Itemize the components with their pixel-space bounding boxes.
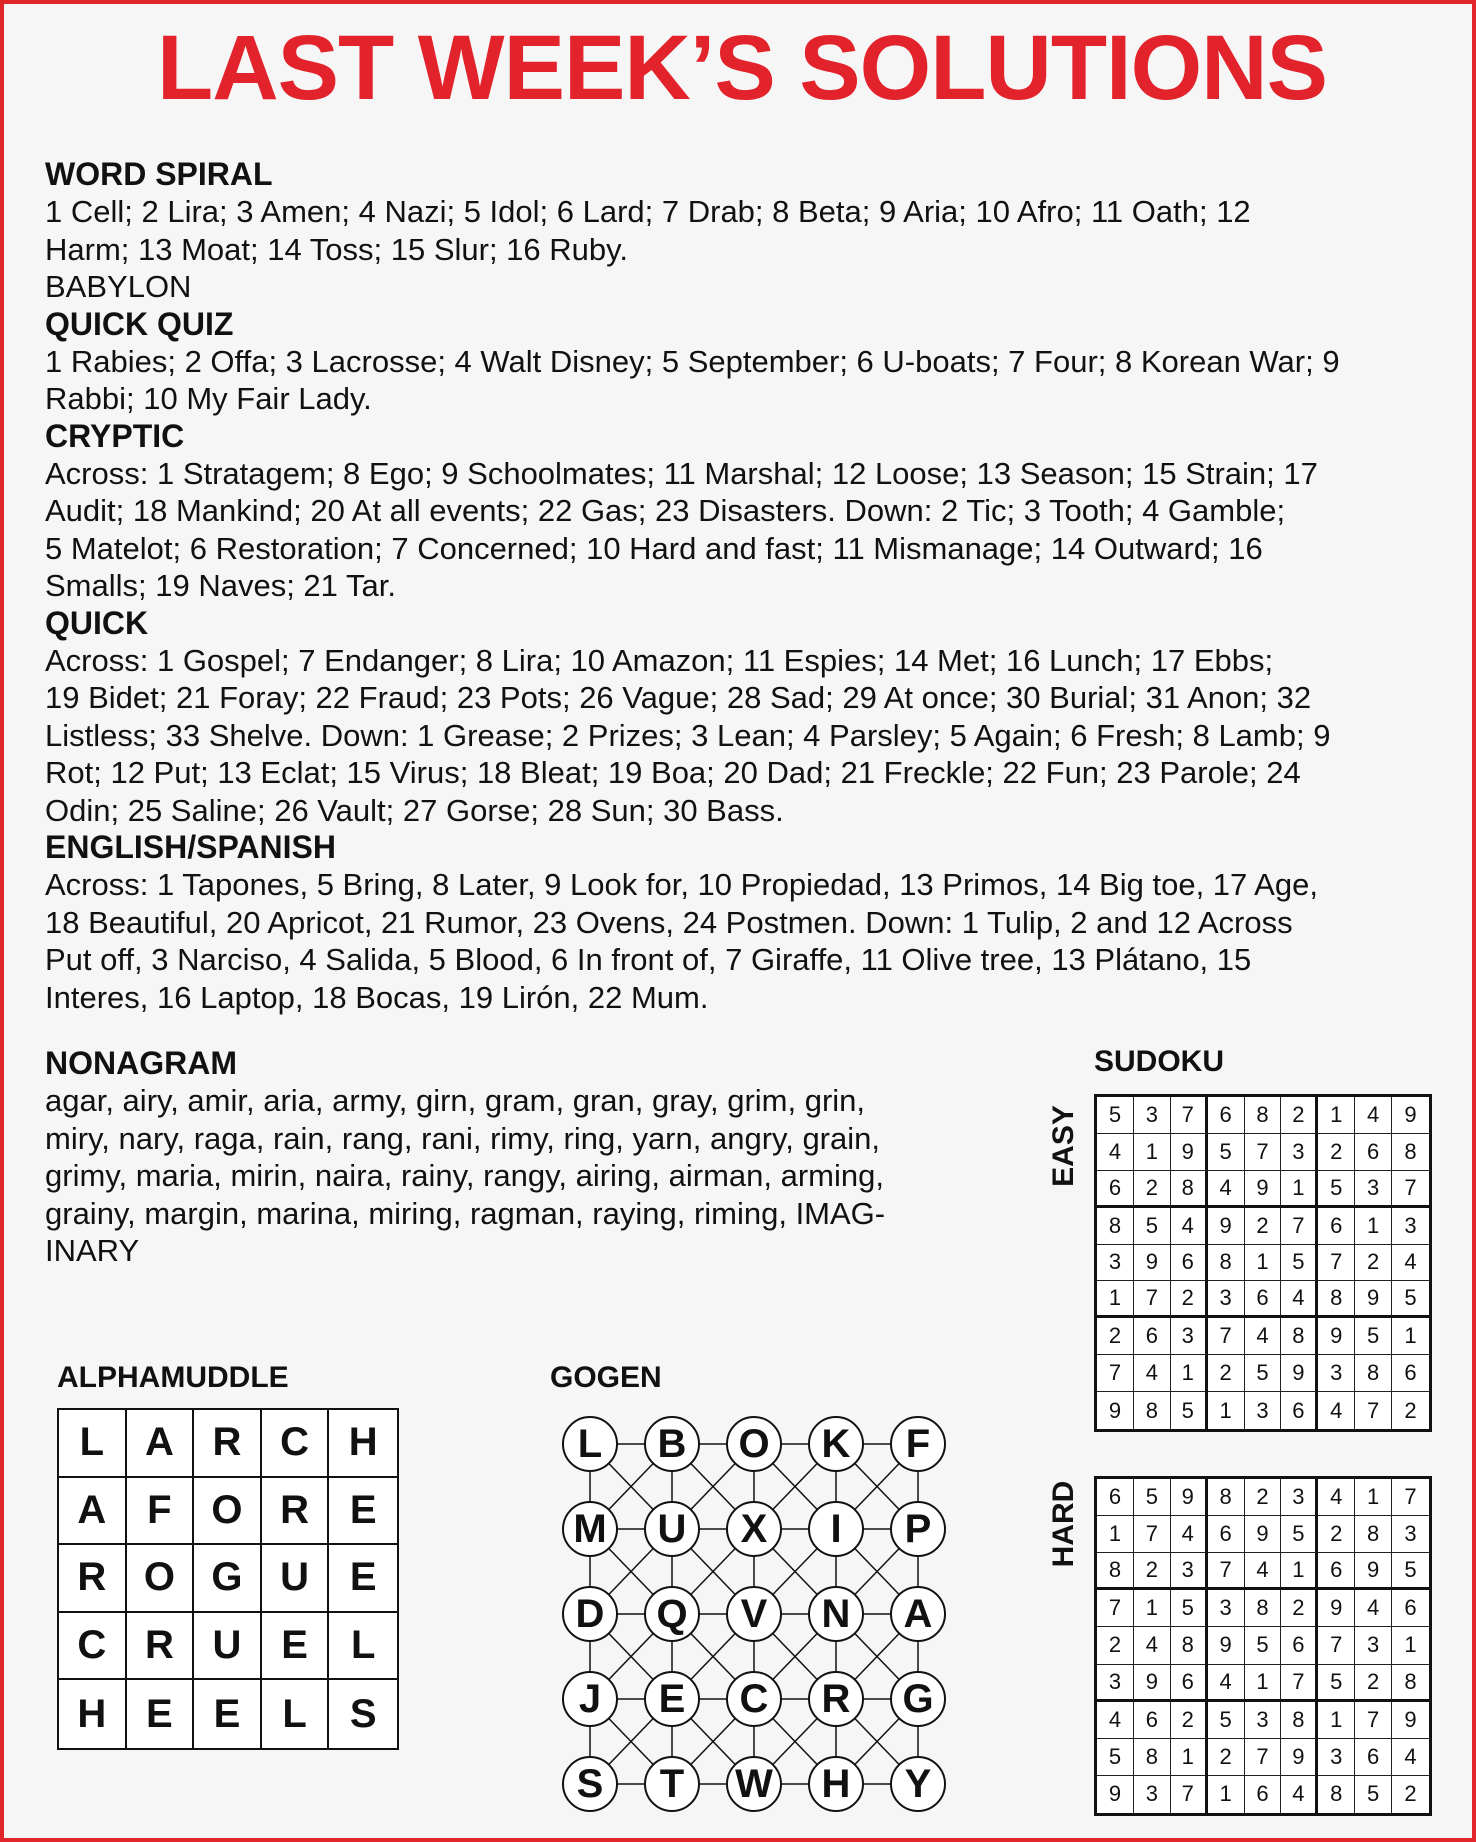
sudoku-cell: 4 xyxy=(1134,1355,1171,1392)
sudoku-cell: 3 xyxy=(1171,1553,1208,1590)
sudoku-cell: 8 xyxy=(1281,1702,1318,1739)
alphamuddle-cell: H xyxy=(59,1680,127,1748)
alphamuddle-cell: F xyxy=(127,1478,195,1546)
gogen-node: G xyxy=(890,1671,946,1727)
sudoku-cell: 6 xyxy=(1281,1392,1318,1429)
gogen-node: R xyxy=(808,1671,864,1727)
gogen-node: S xyxy=(562,1756,618,1812)
sudoku-cell: 6 xyxy=(1318,1208,1355,1245)
sudoku-cell: 5 xyxy=(1208,1702,1245,1739)
sudoku-cell: 7 xyxy=(1355,1392,1392,1429)
section-body: Across: 1 Tapones, 5 Bring, 8 Later, 9 Look for, 10 Propiedad, 13 Primos, 14 Big toe, 17 Age, 18 Beautiful, 20 Apricot, 21 Rumor, 23 Ovens, 24 Postmen. Down: 1 Tulip, 2 and 12 Across Put off, 3 Narciso, 4 Salida, 5 Blood, 6 In front of, 7 Giraffe, 11 Olive tree, 13 Plátano, 15 Interes, 16 Laptop, 18 Bocas, 19 Lirón, 22 Mum. xyxy=(45,867,1318,1015)
sudoku-cell: 6 xyxy=(1097,1171,1134,1208)
sudoku-cell: 8 xyxy=(1171,1627,1208,1664)
sudoku-cell: 1 xyxy=(1281,1171,1318,1208)
sudoku-cell: 5 xyxy=(1171,1590,1208,1627)
sudoku-cell: 4 xyxy=(1134,1627,1171,1664)
sudoku-cell: 3 xyxy=(1392,1208,1429,1245)
sudoku-cell: 1 xyxy=(1171,1355,1208,1392)
sudoku-cell: 1 xyxy=(1392,1318,1429,1355)
sudoku-cell: 1 xyxy=(1318,1702,1355,1739)
gogen-node: I xyxy=(808,1501,864,1557)
page-title: LAST WEEK’S SOLUTIONS xyxy=(157,17,1327,119)
gogen-node: D xyxy=(562,1586,618,1642)
alphamuddle-cell: R xyxy=(59,1545,127,1613)
sudoku-cell: 9 xyxy=(1208,1627,1245,1664)
sudoku-cell: 9 xyxy=(1281,1355,1318,1392)
gogen-node: A xyxy=(890,1586,946,1642)
sudoku-cell: 3 xyxy=(1208,1590,1245,1627)
section-quick-quiz xyxy=(45,306,1445,418)
sudoku-cell: 7 xyxy=(1134,1281,1171,1318)
sudoku-easy-label: EASY xyxy=(1047,1105,1080,1187)
sudoku-cell: 2 xyxy=(1134,1553,1171,1590)
alphamuddle-cell: O xyxy=(127,1545,195,1613)
sudoku-cell: 3 xyxy=(1281,1134,1318,1171)
sudoku-cell: 5 xyxy=(1355,1776,1392,1813)
sudoku-cell: 6 xyxy=(1281,1627,1318,1664)
sudoku-cell: 7 xyxy=(1208,1318,1245,1355)
sudoku-cell: 6 xyxy=(1392,1590,1429,1627)
sudoku-cell: 6 xyxy=(1171,1245,1208,1282)
sudoku-cell: 3 xyxy=(1208,1281,1245,1318)
sudoku-cell: 2 xyxy=(1171,1702,1208,1739)
sudoku-cell: 8 xyxy=(1208,1479,1245,1516)
sudoku-cell: 6 xyxy=(1245,1281,1282,1318)
sudoku-cell: 9 xyxy=(1281,1739,1318,1776)
sudoku-cell: 5 xyxy=(1134,1479,1171,1516)
gogen-node: O xyxy=(726,1416,782,1472)
sudoku-cell: 5 xyxy=(1097,1739,1134,1776)
sudoku-cell: 9 xyxy=(1355,1281,1392,1318)
gogen-node: Q xyxy=(644,1586,700,1642)
sudoku-cell: 7 xyxy=(1171,1776,1208,1813)
sudoku-cell: 9 xyxy=(1392,1097,1429,1134)
alphamuddle-cell: R xyxy=(194,1410,262,1478)
sudoku-cell: 1 xyxy=(1171,1739,1208,1776)
alphamuddle-cell: L xyxy=(59,1410,127,1478)
section-body: Across: 1 Stratagem; 8 Ego; 9 Schoolmates; 11 Marshal; 12 Loose; 13 Season; 15 Strain; 17 Audit; 18 Mankind; 20 At all events; 22 Gas; 23 Disasters. Down: 2 Tic; 3 Tooth; 4 Gamble; 5 Matelot; 6 Restoration; 7 Concerned; 10 Hard and fast; 11 Mismanage; 14 Outward; 16 Smalls; 19 Naves; 21 Tar. xyxy=(45,455,1318,603)
sudoku-cell: 4 xyxy=(1097,1134,1134,1171)
alphamuddle-cell: E xyxy=(127,1680,195,1748)
sudoku-cell: 6 xyxy=(1355,1134,1392,1171)
alphamuddle-cell: G xyxy=(194,1545,262,1613)
gogen-node: C xyxy=(726,1671,782,1727)
gogen-node: W xyxy=(726,1756,782,1812)
alphamuddle-cell: E xyxy=(262,1613,330,1681)
sudoku-cell: 1 xyxy=(1134,1590,1171,1627)
sudoku-cell: 1 xyxy=(1355,1208,1392,1245)
alphamuddle-cell: E xyxy=(194,1680,262,1748)
sudoku-cell: 2 xyxy=(1281,1097,1318,1134)
sudoku-cell: 8 xyxy=(1318,1776,1355,1813)
sudoku-cell: 1 xyxy=(1355,1479,1392,1516)
sudoku-cell: 2 xyxy=(1355,1245,1392,1282)
sudoku-cell: 5 xyxy=(1392,1553,1429,1590)
gogen-heading: GOGEN xyxy=(550,1361,662,1394)
sudoku-cell: 8 xyxy=(1355,1355,1392,1392)
sudoku-cell: 2 xyxy=(1097,1318,1134,1355)
section-body: 1 Rabies; 2 Offa; 3 Lacrosse; 4 Walt Disney; 5 September; 6 U-boats; 7 Four; 8 Korean War; 9 Rabbi; 10 My Fair Lady. xyxy=(45,343,1340,416)
sudoku-cell: 3 xyxy=(1355,1627,1392,1664)
sudoku-cell: 9 xyxy=(1171,1479,1208,1516)
alphamuddle-cell: C xyxy=(59,1613,127,1681)
sudoku-cell: 5 xyxy=(1245,1627,1282,1664)
sudoku-cell: 3 xyxy=(1318,1355,1355,1392)
section-cryptic xyxy=(45,418,1445,605)
sudoku-cell: 1 xyxy=(1245,1245,1282,1282)
sudoku-cell: 5 xyxy=(1171,1392,1208,1429)
sudoku-cell: 8 xyxy=(1245,1097,1282,1134)
sudoku-cell: 7 xyxy=(1355,1702,1392,1739)
gogen-node: L xyxy=(562,1416,618,1472)
sudoku-cell: 1 xyxy=(1318,1097,1355,1134)
sudoku-cell: 1 xyxy=(1208,1392,1245,1429)
gogen-node: H xyxy=(808,1756,864,1812)
sudoku-hard-label: HARD xyxy=(1047,1480,1080,1568)
sudoku-cell: 7 xyxy=(1245,1134,1282,1171)
alphamuddle-cell: R xyxy=(127,1613,195,1681)
sudoku-cell: 4 xyxy=(1392,1245,1429,1282)
sudoku-cell: 3 xyxy=(1355,1171,1392,1208)
section-heading: QUICK QUIZ xyxy=(45,305,234,342)
sudoku-cell: 6 xyxy=(1318,1553,1355,1590)
sudoku-cell: 6 xyxy=(1171,1665,1208,1702)
section-heading: NONAGRAM xyxy=(45,1045,237,1081)
sudoku-cell: 5 xyxy=(1097,1097,1134,1134)
sudoku-heading: SUDOKU xyxy=(1094,1045,1225,1078)
sudoku-cell: 5 xyxy=(1318,1665,1355,1702)
sudoku-cell: 6 xyxy=(1208,1097,1245,1134)
sudoku-cell: 2 xyxy=(1355,1665,1392,1702)
sudoku-cell: 1 xyxy=(1245,1665,1282,1702)
sudoku-cell: 4 xyxy=(1318,1392,1355,1429)
alphamuddle-cell: O xyxy=(194,1478,262,1546)
sudoku-cell: 8 xyxy=(1097,1208,1134,1245)
section-english-spanish xyxy=(45,829,1445,1016)
sudoku-cell: 3 xyxy=(1281,1479,1318,1516)
sudoku-cell: 7 xyxy=(1245,1739,1282,1776)
sudoku-cell: 2 xyxy=(1134,1171,1171,1208)
sudoku-cell: 7 xyxy=(1097,1590,1134,1627)
sudoku-cell: 5 xyxy=(1134,1208,1171,1245)
gogen-node: J xyxy=(562,1671,618,1727)
gogen-grid xyxy=(554,1408,954,1828)
section-body: Across: 1 Gospel; 7 Endanger; 8 Lira; 10 Amazon; 11 Espies; 14 Met; 16 Lunch; 17 Ebbs; 19 Bidet; 21 Foray; 22 Fraud; 23 Pots; 26 Vague; 28 Sad; 29 At once; 30 Burial; 31 Anon; 32 Listless; 33 Shelve. Down: 1 Grease; 2 Prizes; 3 Lean; 4 Parsley; 5 Again; 6 Fresh; 8 Lamb; 9 Rot; 12 Put; 13 Eclat; 15 Virus; 18 Bleat; 19 Boa; 20 Dad; 21 Freckle; 22 Fun; 23 Parole; 24 Odin; 25 Saline; 26 Vault; 27 Gorse; 28 Sun; 30 Bass. xyxy=(45,642,1331,828)
sudoku-cell: 6 xyxy=(1245,1776,1282,1813)
sudoku-cell: 5 xyxy=(1245,1355,1282,1392)
sudoku-cell: 1 xyxy=(1281,1553,1318,1590)
sudoku-cell: 1 xyxy=(1392,1627,1429,1664)
sudoku-cell: 3 xyxy=(1171,1318,1208,1355)
sudoku-cell: 3 xyxy=(1097,1245,1134,1282)
sudoku-cell: 7 xyxy=(1134,1516,1171,1553)
gogen-node: K xyxy=(808,1416,864,1472)
sudoku-cell: 8 xyxy=(1171,1171,1208,1208)
gogen-node: Y xyxy=(890,1756,946,1812)
sudoku-cell: 8 xyxy=(1318,1281,1355,1318)
sudoku-cell: 9 xyxy=(1171,1134,1208,1171)
sudoku-cell: 1 xyxy=(1208,1776,1245,1813)
alphamuddle-cell: L xyxy=(329,1613,397,1681)
alphamuddle-cell: E xyxy=(329,1478,397,1546)
sudoku-cell: 4 xyxy=(1355,1590,1392,1627)
sudoku-cell: 9 xyxy=(1134,1245,1171,1282)
sudoku-cell: 5 xyxy=(1355,1318,1392,1355)
alphamuddle-cell: R xyxy=(262,1478,330,1546)
sudoku-cell: 2 xyxy=(1097,1627,1134,1664)
sudoku-cell: 7 xyxy=(1097,1355,1134,1392)
sudoku-cell: 2 xyxy=(1245,1208,1282,1245)
sudoku-cell: 3 xyxy=(1134,1776,1171,1813)
gogen-node: U xyxy=(644,1501,700,1557)
sudoku-cell: 4 xyxy=(1097,1702,1134,1739)
sudoku-cell: 2 xyxy=(1318,1516,1355,1553)
section-quick xyxy=(45,605,1445,830)
sudoku-cell: 8 xyxy=(1392,1134,1429,1171)
gogen-node: F xyxy=(890,1416,946,1472)
sudoku-cell: 8 xyxy=(1208,1245,1245,1282)
sudoku-cell: 2 xyxy=(1208,1739,1245,1776)
gogen-node: B xyxy=(644,1416,700,1472)
sudoku-cell: 2 xyxy=(1404,1781,1417,1807)
sudoku-cell: 5 xyxy=(1318,1171,1355,1208)
sudoku-cell: 6 xyxy=(1355,1739,1392,1776)
sudoku-cell: 4 xyxy=(1281,1281,1318,1318)
section-heading: ENGLISH/SPANISH xyxy=(45,829,336,865)
section-body: agar, airy, amir, aria, army, girn, gram, gran, gray, grim, grin, miry, nary, raga, rain, rang, rani, rimy, ring, yarn, angry, grain, grimy, maria, mirin, naira, rainy, rangy, airing, airman, arming, grainy, margin, marina, miring, ragman, raying, riming, IMAG- INARY xyxy=(45,1083,886,1268)
sudoku-cell: 7 xyxy=(1281,1208,1318,1245)
sudoku-cell: 4 xyxy=(1281,1776,1318,1813)
sudoku-cell: 7 xyxy=(1318,1245,1355,1282)
alphamuddle-cell: A xyxy=(59,1478,127,1546)
sudoku-cell: 9 xyxy=(1097,1776,1134,1813)
sudoku-cell: 2 xyxy=(1404,1397,1417,1423)
sudoku-cell: 3 xyxy=(1097,1665,1134,1702)
sudoku-cell: 5 xyxy=(1392,1281,1429,1318)
sudoku-cell: 2 xyxy=(1245,1479,1282,1516)
section-heading: CRYPTIC xyxy=(45,417,185,454)
alphamuddle-grid xyxy=(57,1408,399,1750)
sudoku-cell: 6 xyxy=(1208,1516,1245,1553)
sudoku-cell: 9 xyxy=(1245,1171,1282,1208)
alphamuddle-heading: ALPHAMUDDLE xyxy=(57,1361,289,1394)
sudoku-cell: 9 xyxy=(1318,1318,1355,1355)
sudoku-cell: 4 xyxy=(1392,1739,1429,1776)
sudoku-cell: 3 xyxy=(1134,1097,1171,1134)
sudoku-cell: 3 xyxy=(1245,1392,1282,1429)
sudoku-cell: 6 xyxy=(1134,1318,1171,1355)
text-sections xyxy=(45,156,1445,1016)
sudoku-cell: 8 xyxy=(1134,1392,1171,1429)
sudoku-cell: 4 xyxy=(1355,1097,1392,1134)
gogen-node: T xyxy=(644,1756,700,1812)
sudoku-cell: 7 xyxy=(1208,1553,1245,1590)
gogen-node: X xyxy=(726,1501,782,1557)
sudoku-cell: 4 xyxy=(1208,1665,1245,1702)
sudoku-cell: 1 xyxy=(1097,1516,1134,1553)
gogen-node: P xyxy=(890,1501,946,1557)
sudoku-cell: 8 xyxy=(1281,1318,1318,1355)
sudoku-cell: 9 xyxy=(1318,1590,1355,1627)
section-word-spiral xyxy=(45,156,1445,306)
sudoku-easy-grid xyxy=(1094,1094,1432,1432)
gogen-node: M xyxy=(562,1501,618,1557)
sudoku-cell: 4 xyxy=(1245,1553,1282,1590)
gogen-node: E xyxy=(644,1671,700,1727)
sudoku-cell: 7 xyxy=(1171,1097,1208,1134)
sudoku-cell: 9 xyxy=(1355,1553,1392,1590)
sudoku-hard-grid xyxy=(1094,1476,1432,1816)
sudoku-cell: 9 xyxy=(1245,1516,1282,1553)
sudoku-cell: 4 xyxy=(1208,1171,1245,1208)
section-heading: QUICK xyxy=(45,604,149,641)
sudoku-cell: 2 xyxy=(1208,1355,1245,1392)
alphamuddle-cell: E xyxy=(329,1545,397,1613)
sudoku-cell: 5 xyxy=(1281,1245,1318,1282)
sudoku-cell: 9 xyxy=(1134,1665,1171,1702)
sudoku-cell: 9 xyxy=(1097,1392,1134,1429)
section-heading: WORD SPIRAL xyxy=(45,156,273,192)
sudoku-cell: 7 xyxy=(1392,1171,1429,1208)
alphamuddle-cell: A xyxy=(127,1410,195,1478)
gogen-node: V xyxy=(726,1586,782,1642)
alphamuddle-cell: H xyxy=(329,1410,397,1478)
alphamuddle-cell: U xyxy=(262,1545,330,1613)
sudoku-cell: 7 xyxy=(1281,1665,1318,1702)
gogen-node: N xyxy=(808,1586,864,1642)
sudoku-cell: 3 xyxy=(1392,1516,1429,1553)
sudoku-cell: 8 xyxy=(1245,1590,1282,1627)
sudoku-cell: 9 xyxy=(1208,1208,1245,1245)
alphamuddle-cell: L xyxy=(262,1680,330,1748)
sudoku-cell: 7 xyxy=(1392,1479,1429,1516)
sudoku-cell: 4 xyxy=(1245,1318,1282,1355)
sudoku-cell: 1 xyxy=(1097,1281,1134,1318)
sudoku-cell: 4 xyxy=(1171,1208,1208,1245)
sudoku-cell: 5 xyxy=(1281,1516,1318,1553)
sudoku-cell: 8 xyxy=(1392,1665,1429,1702)
sudoku-cell: 2 xyxy=(1171,1281,1208,1318)
section-nonagram xyxy=(45,1045,975,1270)
alphamuddle-cell: S xyxy=(349,1691,377,1736)
sudoku-cell: 6 xyxy=(1392,1355,1429,1392)
section-body: 1 Cell; 2 Lira; 3 Amen; 4 Nazi; 5 Idol; 6 Lard; 7 Drab; 8 Beta; 9 Aria; 10 Afro; 11 Oath; 12 Harm; 13 Moat; 14 Toss; 15 Slur; 16 Ruby. BABYLON xyxy=(45,194,1251,304)
sudoku-cell: 2 xyxy=(1318,1134,1355,1171)
sudoku-cell: 8 xyxy=(1134,1739,1171,1776)
alphamuddle-cell: U xyxy=(194,1613,262,1681)
sudoku-cell: 9 xyxy=(1392,1702,1429,1739)
sudoku-cell: 4 xyxy=(1318,1479,1355,1516)
sudoku-cell: 4 xyxy=(1171,1516,1208,1553)
sudoku-cell: 6 xyxy=(1097,1479,1134,1516)
sudoku-cell: 7 xyxy=(1318,1627,1355,1664)
sudoku-cell: 5 xyxy=(1208,1134,1245,1171)
alphamuddle-cell: C xyxy=(262,1410,330,1478)
sudoku-cell: 6 xyxy=(1134,1702,1171,1739)
sudoku-cell: 3 xyxy=(1318,1739,1355,1776)
sudoku-cell: 1 xyxy=(1134,1134,1171,1171)
sudoku-cell: 2 xyxy=(1281,1590,1318,1627)
sudoku-cell: 8 xyxy=(1355,1516,1392,1553)
sudoku-cell: 3 xyxy=(1245,1702,1282,1739)
sudoku-cell: 8 xyxy=(1097,1553,1134,1590)
